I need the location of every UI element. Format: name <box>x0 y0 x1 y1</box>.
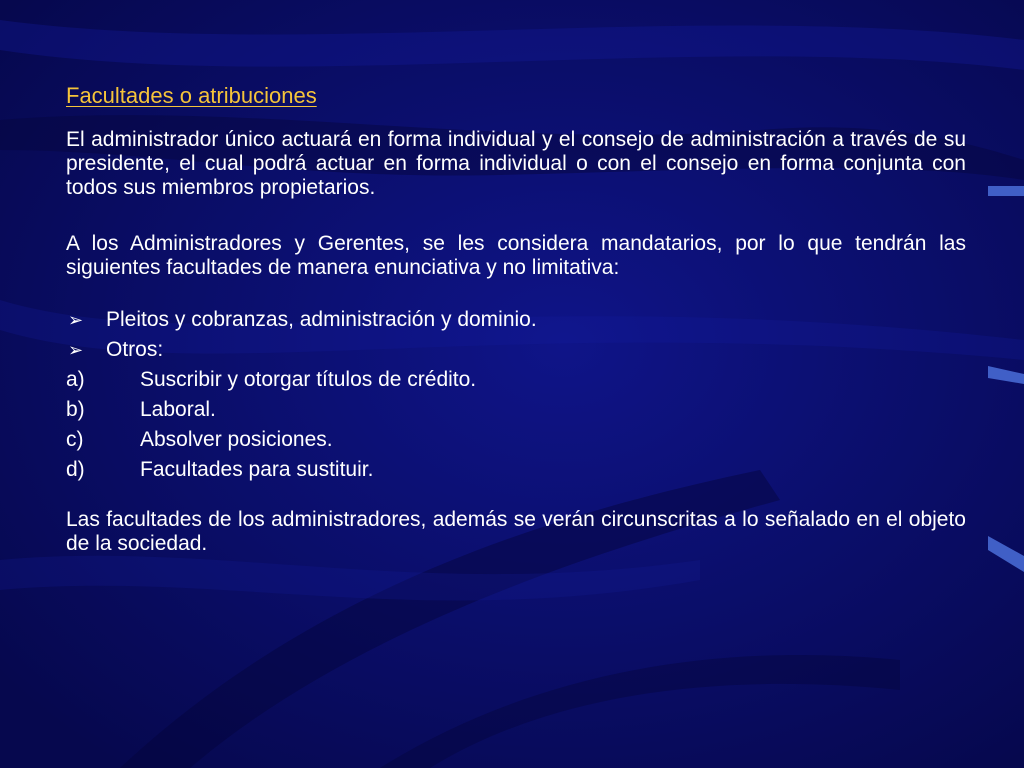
arrow-bullet-icon: ➢ <box>68 340 84 360</box>
paragraph-scope: Las facultades de los administradores, además se verán circunscritas a lo señalado en el objeto de la sociedad. <box>66 508 966 555</box>
slide-content <box>66 82 966 556</box>
list-item <box>66 308 966 338</box>
list-item <box>66 458 966 488</box>
edge-tab-1 <box>988 186 1024 196</box>
list-item-text: Otros: <box>106 338 164 361</box>
list-item-text: Suscribir y otorgar títulos de crédito. <box>140 368 477 391</box>
list-item <box>66 338 966 368</box>
list-item-letter: a) <box>66 368 85 391</box>
list-item-text: Facultades para sustituir. <box>140 458 374 481</box>
list-item <box>66 428 966 458</box>
list-item <box>66 368 966 398</box>
list-item-text: Absolver posiciones. <box>140 428 333 451</box>
list-item <box>66 398 966 428</box>
paragraph-administrators: El administrador único actuará en forma individual y el consejo de administración a través de su presidente, el cual podrá actuar en forma individual o con el consejo en forma conjunta con todos sus miembros propietarios. <box>66 128 966 199</box>
powers-list <box>66 308 966 488</box>
arrow-bullet-icon: ➢ <box>68 310 84 330</box>
slide-title: Facultades o atribuciones <box>66 83 317 108</box>
list-item-letter: b) <box>66 398 85 421</box>
list-item-text: Laboral. <box>140 398 216 421</box>
list-item-letter: c) <box>66 428 84 451</box>
list-item-letter: d) <box>66 458 85 481</box>
list-item-text: Pleitos y cobranzas, administración y dominio. <box>106 308 537 331</box>
paragraph-mandatarios: A los Administradores y Gerentes, se les considera mandatarios, por lo que tendrán las siguientes facultades de manera enunciativa y no limitativa: <box>66 232 966 279</box>
